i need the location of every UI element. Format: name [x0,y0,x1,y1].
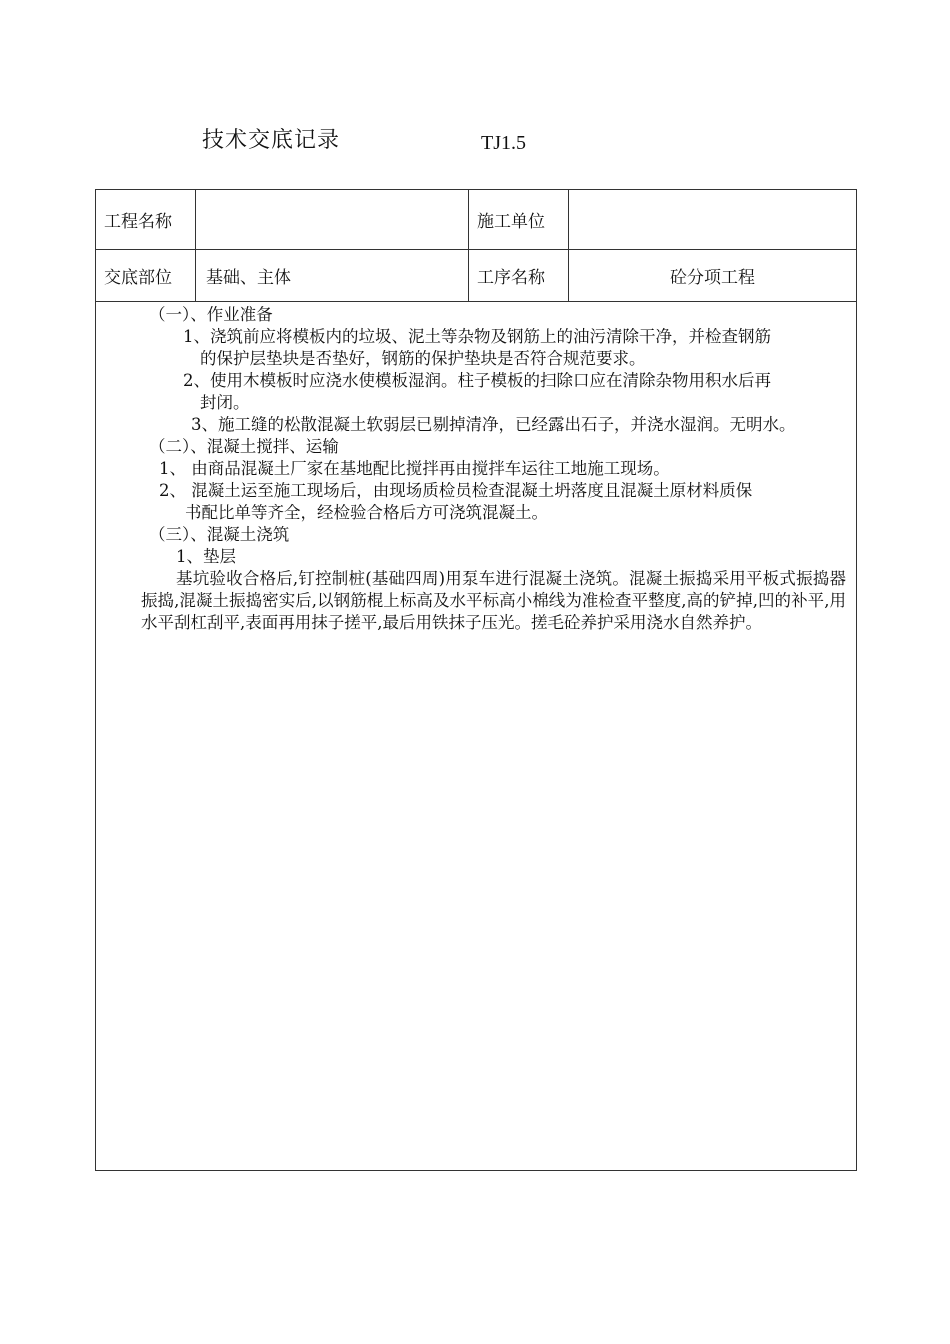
handover-part-label: 交底部位 [96,250,196,302]
handover-part-field[interactable]: 基础、主体 [196,250,469,302]
handover-form-table [95,189,857,1171]
s1-item1-line1: 1、浇筑前应将模板内的垃圾、泥土等杂物及钢筋上的油污清除干净，并检查钢筋 [183,327,771,346]
table-row-content [96,302,857,1171]
construction-unit-label: 施工单位 [469,190,569,250]
process-name-field[interactable]: 砼分项工程 [569,250,857,302]
s3-subheading: 1、垫层 [176,547,236,566]
s2-item2-line2: 书配比单等齐全，经检验合格后方可浇筑混凝土。 [185,503,548,522]
section2-title: （二）、混凝土搅拌、运输 [149,437,339,456]
table-row-project [96,190,857,250]
document-code: TJ1.5 [481,132,526,154]
content-body [96,302,856,634]
s2-item1: 1、 由商品混凝土厂家在基地配比搅拌再由搅拌车运往工地施工现场。 [159,459,670,478]
table-row-part [96,250,857,302]
section3-title: （三）、混凝土浇筑 [149,525,290,544]
s3-paragraph: 基坑验收合格后,钉控制桩(基础四周)用泵车进行混凝土浇筑。混凝土振捣采用平板式振捣器振捣,混凝土振捣密实后,以钢筋棍上标高及水平标高小棉线为准检查平整度,高的铲掉,凹的补平,用水平刮杠刮平,表面再用抹子搓平,最后用铁抹子压光。搓毛砼养护采用浇水自然养护。 [141,569,846,632]
construction-unit-field[interactable] [569,190,857,250]
content-cell[interactable] [96,302,857,1171]
section1-title: （一）、作业准备 [149,305,273,324]
s1-item2-line2: 封闭。 [200,393,250,412]
project-name-field[interactable] [196,190,469,250]
s1-item2-line1: 2、使用木模板时应浇水使模板湿润。柱子模板的扫除口应在清除杂物用积水后再 [183,371,771,390]
s1-item3: 3、施工缝的松散混凝土软弱层已剔掉清净，已经露出石子，并浇水湿润。无明水。 [191,415,796,434]
s1-item1-line2: 的保护层垫块是否垫好，钢筋的保护垫块是否符合规范要求。 [200,349,646,368]
document-title: 技术交底记录 [202,128,341,153]
process-name-label: 工序名称 [469,250,569,302]
s2-item2-line1: 2、 混凝土运至施工现场后，由现场质检员检查混凝土坍落度且混凝土原材料质保 [159,481,753,500]
project-name-label: 工程名称 [96,190,196,250]
